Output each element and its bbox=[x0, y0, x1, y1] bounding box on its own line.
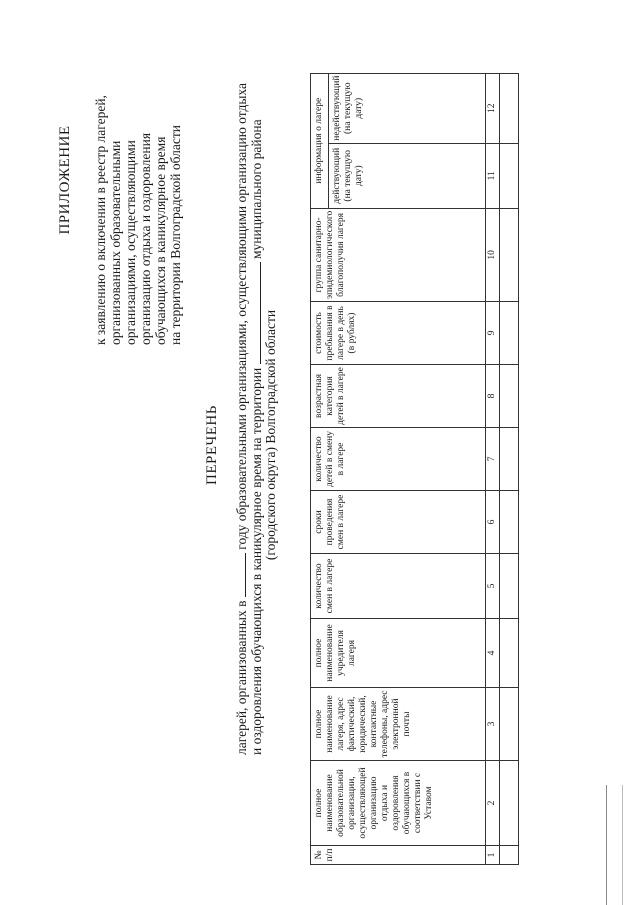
header-cell: количество смен в лагере bbox=[311, 554, 486, 619]
appendix-line: обучающихся в каникулярное время bbox=[153, 136, 168, 345]
table-cell bbox=[500, 73, 519, 143]
column-number: 12 bbox=[486, 73, 500, 143]
table-cell bbox=[500, 302, 519, 365]
table-number-row bbox=[486, 73, 500, 864]
header-cell: группа санитарно-эпидемиологического благополучия лагеря bbox=[311, 208, 486, 301]
column-number: 6 bbox=[486, 491, 500, 554]
table-cell bbox=[500, 428, 519, 491]
table-row bbox=[500, 73, 519, 864]
header-cell: стоимость пребывания в лагере в день (в рублях) bbox=[311, 302, 486, 365]
column-number: 7 bbox=[486, 428, 500, 491]
intro-line-1 bbox=[234, 83, 249, 755]
table-cell bbox=[500, 143, 519, 208]
table-cell bbox=[500, 688, 519, 761]
header-cell: полное наименование лагеря, адрес фактический, юридический, контактные телефоны, адрес электронной почты bbox=[311, 688, 486, 761]
header-cell: № п/п bbox=[311, 846, 486, 865]
table-cell bbox=[500, 619, 519, 688]
table-header-row bbox=[311, 73, 329, 864]
header-cell: недействующий (на текущую дату) bbox=[329, 73, 486, 143]
scan-edge-line bbox=[622, 785, 623, 905]
camps-table bbox=[310, 73, 519, 865]
intro-text: муниципального района bbox=[249, 119, 264, 260]
year-blank-field bbox=[234, 553, 246, 597]
table-cell bbox=[500, 208, 519, 301]
intro-text: и оздоровления обучающихся в каникулярное время на территории bbox=[249, 367, 264, 755]
appendix-title: ПРИЛОЖЕНИЕ bbox=[57, 125, 73, 235]
appendix-line: на территории Волгоградской области bbox=[168, 124, 183, 345]
table-cell bbox=[500, 491, 519, 554]
intro-text: лагерей, организованных в bbox=[234, 600, 249, 755]
header-cell: количество детей в смену в лагере bbox=[311, 428, 486, 491]
intro-paragraph bbox=[234, 83, 278, 755]
column-number: 2 bbox=[486, 761, 500, 846]
column-number: 8 bbox=[486, 365, 500, 428]
table-cell bbox=[500, 846, 519, 865]
appendix-line: организациями, осуществляющими bbox=[123, 140, 138, 345]
appendix-line: к заявлению о включении в реестр лагерей, bbox=[93, 95, 108, 345]
scan-edge-line bbox=[606, 785, 607, 905]
appendix-block bbox=[58, 15, 183, 345]
header-cell: возрастная категория детей в лагере bbox=[311, 365, 486, 428]
appendix-line: организованных образовательными bbox=[108, 140, 123, 345]
intro-line-2 bbox=[249, 115, 264, 755]
group-header-cell: информация о лагере bbox=[311, 73, 329, 208]
column-number: 9 bbox=[486, 302, 500, 365]
appendix-line: организацию отдыха и оздоровления bbox=[138, 132, 153, 345]
column-number: 5 bbox=[486, 554, 500, 619]
list-title: ПЕРЕЧЕНЬ bbox=[204, 405, 220, 485]
appendix-text bbox=[93, 15, 183, 345]
column-number: 3 bbox=[486, 688, 500, 761]
column-number: 10 bbox=[486, 208, 500, 301]
table-cell bbox=[500, 365, 519, 428]
table-cell bbox=[500, 554, 519, 619]
header-cell: полное наименование образовательной организации, осуществляющей организацию отдыха и оздоровления обучающихся в соответствии с Уставом bbox=[311, 761, 486, 846]
table-cell bbox=[500, 761, 519, 846]
header-cell: сроки проведения смен в лагере bbox=[311, 491, 486, 554]
district-blank-field bbox=[249, 262, 261, 364]
intro-line-3: (городского округа) Волгоградской области bbox=[263, 309, 278, 561]
intro-text: году образовательными организациями, осуществляющими организацию отдыха bbox=[234, 83, 249, 550]
column-number: 1 bbox=[486, 846, 500, 865]
header-cell: полное наименование учредителя лагеря bbox=[311, 619, 486, 688]
header-cell: действующий (на текущую дату) bbox=[329, 143, 486, 208]
column-number: 11 bbox=[486, 143, 500, 208]
column-number: 4 bbox=[486, 619, 500, 688]
